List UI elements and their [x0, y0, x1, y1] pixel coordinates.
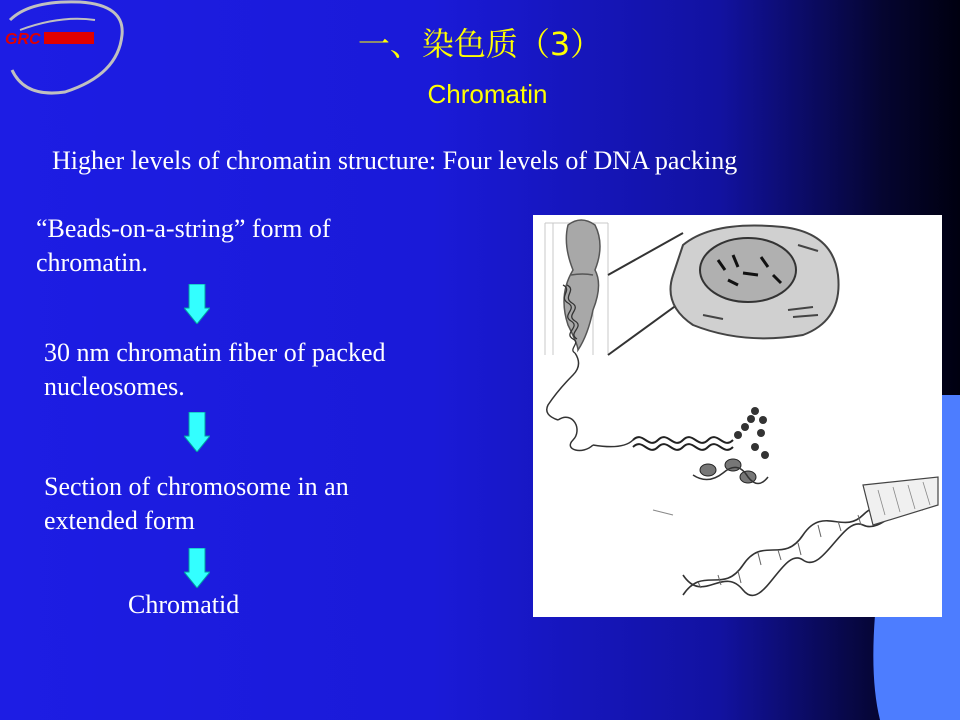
svg-text:GRC: GRC	[5, 31, 41, 48]
step-beads-on-string: “Beads-on-a-string” form of chromatin.	[36, 214, 331, 277]
slide-title: 一、染色质（3）	[357, 25, 603, 63]
slide-subtitle-en: Chromatin	[427, 79, 548, 109]
down-arrow-icon	[184, 548, 210, 588]
down-arrow-icon	[184, 412, 210, 452]
down-arrow-icon	[184, 284, 210, 324]
dna-packing-illustration	[533, 215, 942, 617]
step-chromatid: Chromatid	[128, 590, 240, 619]
step-chromosome-section: Section of chromosome in an extended form	[44, 472, 349, 535]
step-30nm-fiber: 30 nm chromatin fiber of packed nucleosomes.	[44, 338, 386, 401]
section-heading: Higher levels of chromatin structure: Four levels of DNA packing	[52, 146, 738, 175]
